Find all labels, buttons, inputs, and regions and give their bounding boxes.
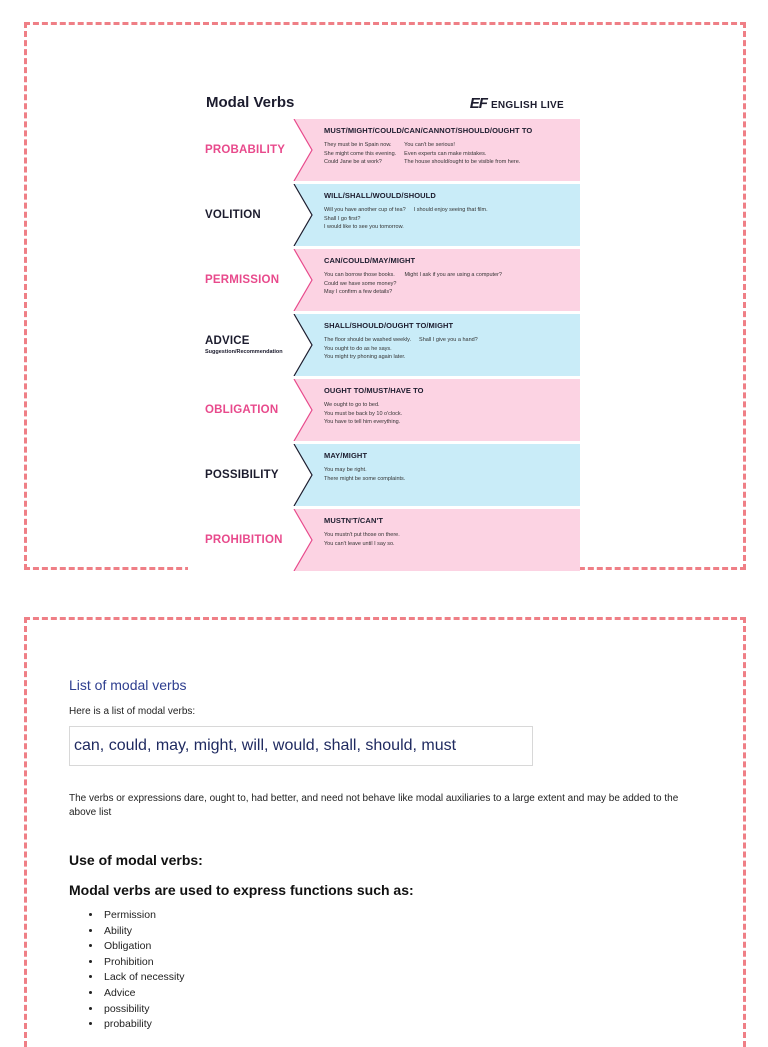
modal-verb-set: MAY/MIGHT — [324, 451, 368, 460]
example-sentence: You can borrow those books. — [324, 272, 395, 278]
example-sentence: Could Jane be at work? — [324, 159, 382, 165]
example-columns — [324, 206, 572, 232]
expressions-paragraph: The verbs or expressions dare, ought to, had better, and need not behave like modal auxiliaries to a large extent and may be added to the above list — [69, 793, 679, 818]
functions-heading: Modal verbs are used to express functions such as: — [69, 882, 414, 898]
example-columns — [324, 466, 572, 483]
category — [205, 444, 279, 506]
category-content — [324, 516, 572, 548]
category-content — [324, 451, 572, 483]
modal-verb-set: MUST/MIGHT/COULD/CAN/CANNOT/SHOULD/OUGHT TO — [324, 126, 533, 135]
example-sentence: You can't leave until I say so. — [324, 540, 395, 547]
category — [205, 184, 261, 246]
list-heading: List of modal verbs — [69, 677, 187, 693]
category-rows — [188, 119, 580, 571]
example-columns — [324, 141, 572, 167]
modal-verb-set: MUSTN'T/CAN'T — [324, 516, 384, 525]
example-columns — [324, 531, 572, 548]
chevron-right-icon — [292, 444, 314, 506]
list-item: • Ability — [102, 924, 185, 940]
category-label: POSSIBILITY — [205, 469, 279, 481]
example-sentence: There might be some complaints. — [324, 475, 406, 482]
infographic-title: Modal Verbs — [206, 94, 295, 111]
example-sentence: We ought to go to bed. — [324, 402, 380, 408]
example-sentence: The floor should be washed weekly. — [324, 337, 412, 343]
list-item: • Lack of necessity — [102, 970, 185, 986]
category-label: PROHIBITION — [205, 534, 283, 546]
example-sentence: Could we have some money? — [324, 280, 397, 287]
example-columns — [324, 336, 572, 362]
use-heading: Use of modal verbs: — [69, 852, 203, 868]
modal-verb-set: OUGHT TO/MUST/HAVE TO — [324, 386, 424, 395]
category-row — [188, 379, 580, 441]
example-sentence: You ought to do as he says. — [324, 345, 392, 352]
category-label: VOLITION — [205, 209, 261, 221]
example-sentence: Shall I give you a hand? — [419, 337, 478, 343]
example-sentence: Might I ask if you are using a computer? — [404, 272, 502, 278]
modal-verb-set: CAN/COULD/MAY/MIGHT — [324, 256, 416, 265]
example-sentence: They must be in Spain now. — [324, 142, 392, 148]
example-columns — [324, 401, 572, 427]
example-sentence: You have to tell him everything. — [324, 419, 401, 425]
example-sentence: You can't be serious! — [404, 142, 455, 148]
category — [205, 119, 285, 181]
modal-verb-set: WILL/SHALL/WOULD/SHOULD — [324, 191, 436, 200]
example-column — [324, 531, 400, 548]
chevron-right-icon — [292, 119, 314, 181]
category — [205, 509, 283, 571]
intro-text: Here is a list of modal verbs: — [69, 706, 196, 717]
example-column — [324, 206, 406, 232]
category — [205, 379, 278, 441]
example-column — [324, 336, 411, 362]
list-item: • possibility — [102, 1002, 185, 1018]
example-sentence: You may be right. — [324, 467, 367, 473]
category-label: OBLIGATION — [205, 404, 279, 416]
chevron-right-icon — [292, 184, 314, 246]
example-sentence: The house should/ought to be visible from here. — [404, 159, 521, 165]
functions-list — [82, 908, 185, 1033]
category-label: PERMISSION — [205, 274, 280, 286]
brand-mark: EF — [469, 95, 487, 112]
category-content — [324, 386, 572, 427]
example-sentence: I should enjoy seeing that film. — [413, 207, 488, 213]
chevron-right-icon — [292, 509, 314, 571]
list-item: • Advice — [102, 986, 185, 1002]
verb-list-box — [69, 726, 533, 766]
category-content — [324, 256, 572, 297]
example-sentence: Even experts can make mistakes. — [404, 150, 487, 157]
category-label: ADVICE — [205, 335, 250, 347]
example-column — [324, 466, 405, 483]
category-content — [324, 126, 572, 167]
category-label: PROBABILITY — [205, 144, 286, 156]
category — [205, 314, 283, 376]
list-item: • Prohibition — [102, 955, 185, 971]
category-row — [188, 444, 580, 506]
list-item: • probability — [102, 1017, 185, 1033]
example-sentence: May I confirm a few details? — [324, 289, 393, 295]
modal-verb-set: SHALL/SHOULD/OUGHT TO/MIGHT — [324, 321, 454, 330]
category-row — [188, 119, 580, 181]
example-sentence: Shall I go first? — [324, 215, 361, 222]
chevron-right-icon — [292, 249, 314, 311]
example-column — [419, 336, 478, 362]
example-column — [324, 401, 402, 427]
example-sentence: I would like to see you tomorrow. — [324, 224, 404, 230]
brand-text: ENGLISH LIVE — [490, 100, 564, 111]
chevron-right-icon — [292, 314, 314, 376]
example-column — [324, 141, 396, 167]
example-sentence: She might come this evening. — [324, 150, 397, 157]
example-column — [414, 206, 488, 232]
infographic-header — [188, 86, 580, 119]
example-sentence: Will you have another cup of tea? — [324, 207, 406, 213]
list-item: • Obligation — [102, 939, 185, 955]
category-content — [324, 321, 572, 362]
chevron-right-icon — [292, 379, 314, 441]
list-item: • Permission — [102, 908, 185, 924]
verb-list: can, could, may, might, will, would, shall, should, must — [74, 737, 457, 754]
brand-logo — [470, 95, 564, 112]
category-content — [324, 191, 572, 232]
category-row — [188, 314, 580, 376]
example-sentence: You must be back by 10 o'clock. — [324, 410, 403, 417]
category-row — [188, 249, 580, 311]
modal-verbs-infographic — [188, 86, 580, 574]
example-columns — [324, 271, 572, 297]
example-sentence: You might try phoning again later. — [324, 354, 406, 360]
example-column — [404, 141, 520, 167]
example-sentence: You mustn't put those on there. — [324, 532, 400, 538]
example-column — [404, 271, 502, 297]
category-sublabel: Suggestion/Recommendation — [205, 349, 283, 355]
category-row — [188, 509, 580, 571]
category-row — [188, 184, 580, 246]
example-column — [324, 271, 396, 297]
category — [205, 249, 279, 311]
